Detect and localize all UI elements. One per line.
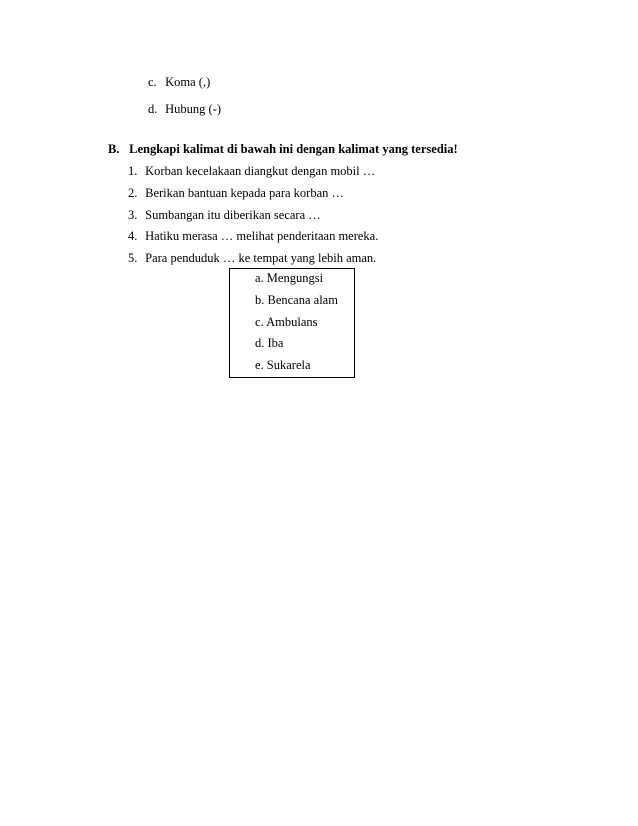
answer-choices-box: [229, 268, 355, 378]
option-marker: c.: [148, 75, 157, 89]
question-1: [128, 163, 375, 179]
section-marker: B.: [108, 142, 120, 156]
option-d: [148, 101, 221, 117]
question-marker: 5.: [128, 251, 138, 265]
choice-c: c. Ambulans: [255, 315, 318, 329]
choice-d: d. Iba: [255, 336, 284, 350]
option-marker: d.: [148, 102, 158, 116]
question-text: Korban kecelakaan diangkut dengan mobil …: [145, 164, 376, 178]
question-5: [128, 250, 376, 266]
question-text: Hatiku merasa … melihat penderitaan mereka.: [145, 229, 379, 243]
option-c: [148, 74, 210, 90]
question-marker: 4.: [128, 229, 138, 243]
section-b-heading: [108, 141, 458, 157]
question-marker: 3.: [128, 208, 138, 222]
choice-a: a. Mengungsi: [255, 271, 324, 285]
question-text: Sumbangan itu diberikan secara …: [145, 208, 321, 222]
option-text: Hubung (-): [165, 102, 222, 116]
option-text: Koma (,): [165, 75, 211, 89]
question-text: Para penduduk … ke tempat yang lebih aman.: [145, 251, 377, 265]
question-3: [128, 207, 321, 223]
section-title: Lengkapi kalimat di bawah ini dengan kalimat yang tersedia!: [129, 142, 458, 156]
choice-b: b. Bencana alam: [255, 293, 338, 307]
question-marker: 1.: [128, 164, 138, 178]
question-marker: 2.: [128, 186, 138, 200]
question-text: Berikan bantuan kepada para korban …: [145, 186, 345, 200]
choice-e: e. Sukarela: [255, 358, 311, 372]
question-2: [128, 185, 344, 201]
question-4: [128, 228, 378, 244]
